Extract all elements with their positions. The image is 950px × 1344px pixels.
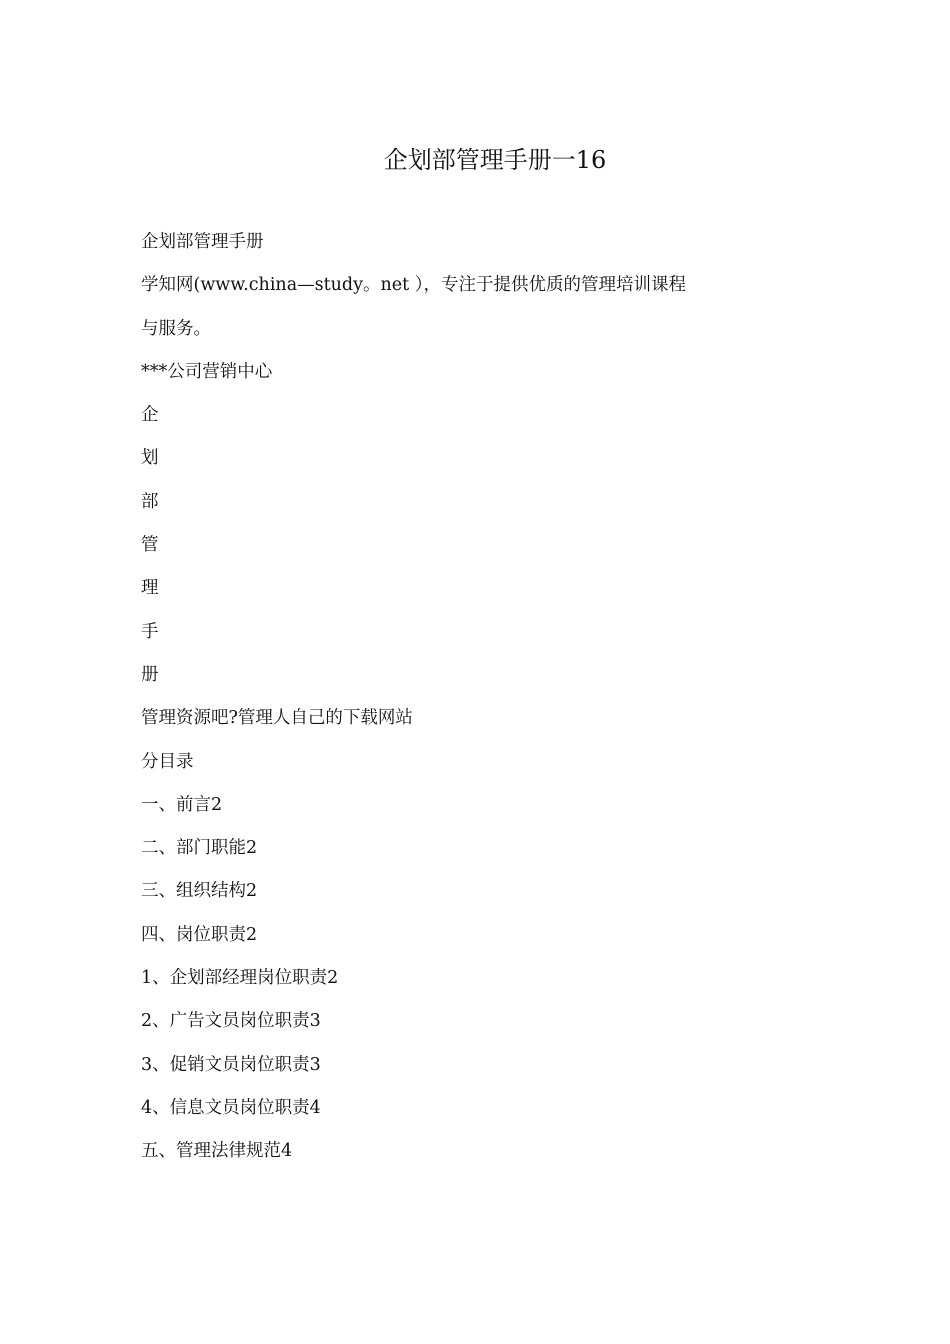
vertical-title-char: 划 xyxy=(141,448,159,469)
toc-subitem: 3、促销文员岗位职责3 xyxy=(141,1054,321,1075)
toc-subitem: 4、信息文员岗位职责4 xyxy=(141,1097,321,1118)
toc-subitem: 2、广告文员岗位职责3 xyxy=(141,1011,321,1032)
document-title: 企划部管理手册一16 xyxy=(383,146,607,174)
toc-item: 五、管理法律规范4 xyxy=(141,1141,293,1162)
vertical-title-char: 企 xyxy=(141,405,159,426)
toc-subitem: 1、企划部经理岗位职责2 xyxy=(141,968,339,989)
intro-line: 学知网(www.china—study。net ），专注于提供优质的管理培训课程 xyxy=(141,275,686,296)
subtitle-line: 企划部管理手册 xyxy=(141,232,264,252)
vertical-title-char: 部 xyxy=(141,491,159,512)
toc-item: 二、部门职能2 xyxy=(141,838,258,859)
toc-heading: 分目录 xyxy=(141,751,194,772)
vertical-title-char: 理 xyxy=(141,578,159,599)
vertical-title-char: 册 xyxy=(141,664,159,685)
company-line: ***公司营销中心 xyxy=(141,361,273,382)
resource-line: 管理资源吧?管理人自己的下载网站 xyxy=(141,708,413,729)
toc-item: 一、前言2 xyxy=(141,794,223,815)
toc-item: 四、岗位职责2 xyxy=(141,924,258,945)
vertical-title-char: 管 xyxy=(141,535,159,556)
intro-line-continued: 与服务。 xyxy=(141,318,211,339)
document-body xyxy=(141,221,841,1174)
vertical-title-char: 手 xyxy=(141,621,159,642)
toc-item: 三、组织结构2 xyxy=(141,881,258,902)
